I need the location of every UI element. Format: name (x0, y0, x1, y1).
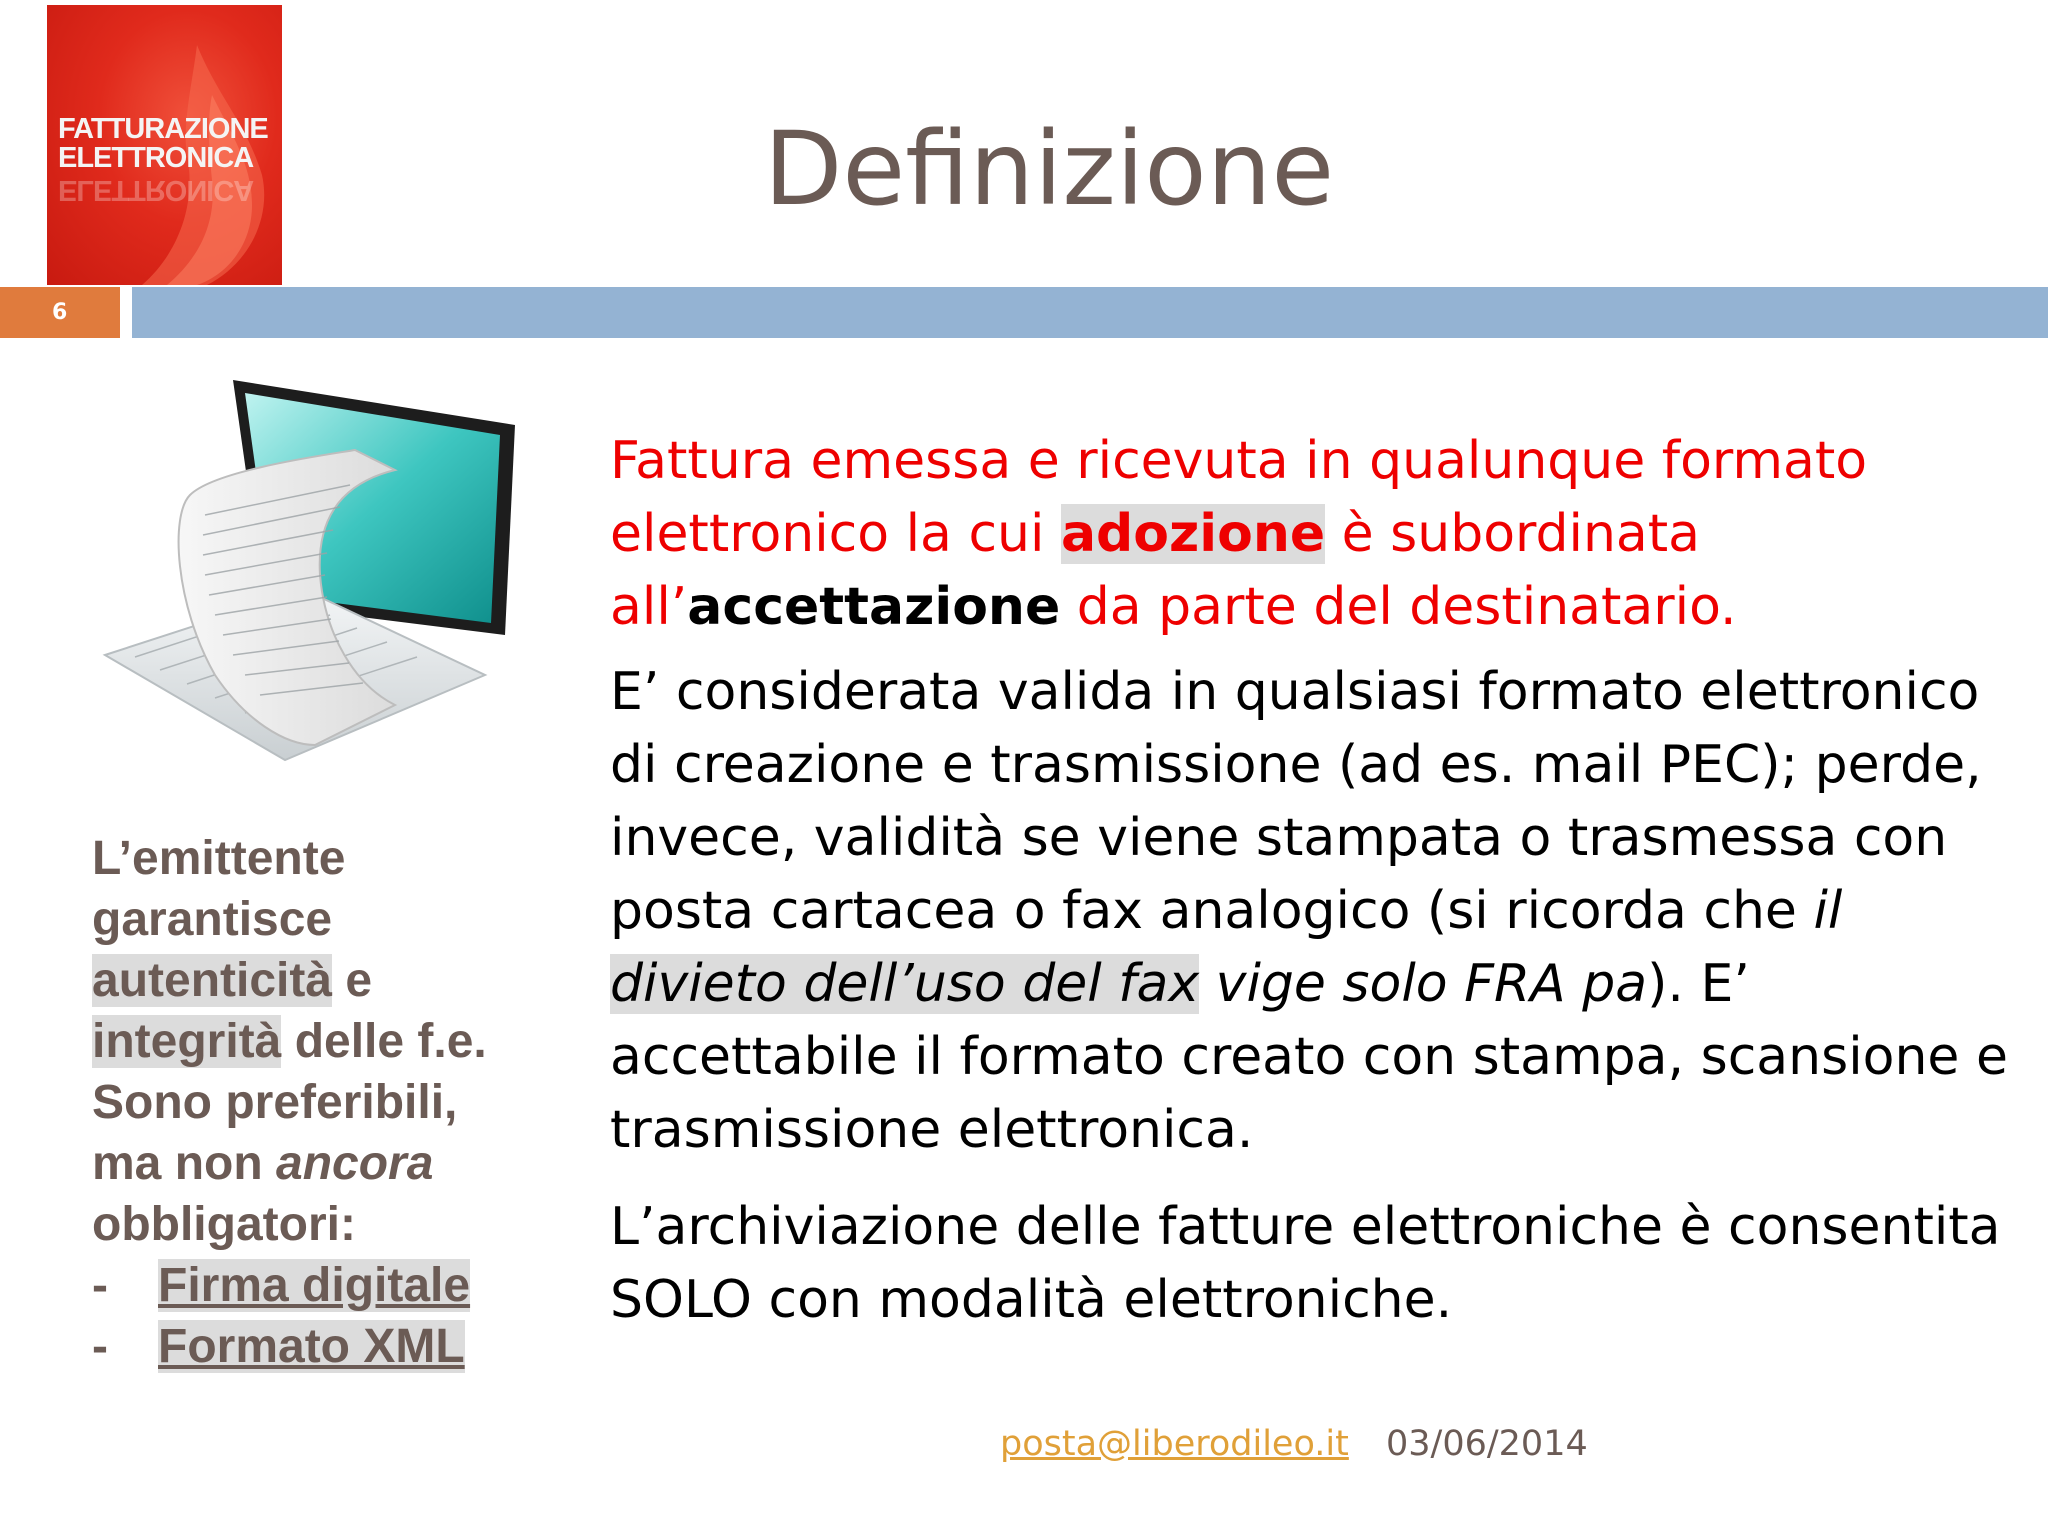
list-item (92, 1255, 562, 1316)
slide-title: Definizione (763, 110, 1335, 229)
archiving-paragraph: L’archiviazione delle fatture elettroniche è consentita SOLO con modalità elettroniche. (610, 1197, 2001, 1330)
side-delle: delle f.e. (281, 1015, 487, 1068)
side-line-6 (92, 1133, 562, 1194)
side-ma-non: ma non (92, 1137, 277, 1190)
header-bar (132, 287, 2048, 338)
list-dash: - (92, 1320, 108, 1373)
p2-il: il (1813, 881, 1843, 941)
side-conjunction: e (332, 954, 373, 1007)
integrita-term: integrità (92, 1015, 282, 1068)
p1-text-a: Fattura emessa e ricevuta in qualunque formato elettronico la cui (610, 431, 1868, 564)
p2-text-b: ). E’ accettabile il formato creato con stampa, scansione e trasmissione elettronica. (610, 954, 2008, 1160)
p2-text-a: E’ considerata valida in qualsiasi formato elettronico di creazione e trasmissione (ad es. mail PEC); perde, invece, validità se viene stampata o trasmessa con posta cartacea o fax analogico (si ricorda che (610, 662, 1982, 941)
p2-vige: vige solo FRA pa (1199, 954, 1648, 1014)
formato-xml-link[interactable]: Formato XML (158, 1320, 465, 1373)
side-line-1: L’emittente (92, 832, 346, 885)
main-content (610, 425, 2020, 1337)
divieto-fax-term: divieto dell’uso del fax (610, 954, 1200, 1014)
adozione-term: adozione (1060, 504, 1326, 564)
accettazione-term: accettazione (687, 577, 1061, 637)
validity-paragraph (610, 656, 2020, 1167)
list-dash: - (92, 1259, 108, 1312)
slide-number: 6 (0, 287, 120, 338)
logo-reflection: ELETTRONICA (58, 174, 254, 206)
logo-line-1: FATTURAZIONE (58, 113, 268, 145)
computer-invoice-icon (95, 375, 585, 765)
side-line-2: garantisce (92, 893, 333, 946)
logo-line-2: ELETTRONICA (58, 142, 254, 174)
list-item (92, 1316, 562, 1377)
side-line-3 (92, 950, 562, 1011)
footer-date: 03/06/2014 (1386, 1424, 1588, 1464)
p1-text-c: da parte del destinatario. (1060, 577, 1737, 637)
p1-text-b: è subordinata all’ (610, 504, 1701, 637)
side-note (92, 828, 562, 1377)
footer-email-link[interactable]: posta@liberodileo.it (1000, 1424, 1349, 1464)
side-ancora: ancora (276, 1137, 434, 1190)
firma-digitale-link[interactable]: Firma digitale (158, 1259, 471, 1312)
side-line-5: Sono preferibili, (92, 1076, 458, 1129)
side-line-4 (92, 1011, 562, 1072)
definition-paragraph (610, 425, 2020, 644)
autenticita-term: autenticità (92, 954, 333, 1007)
side-line-7: obbligatori: (92, 1198, 356, 1251)
